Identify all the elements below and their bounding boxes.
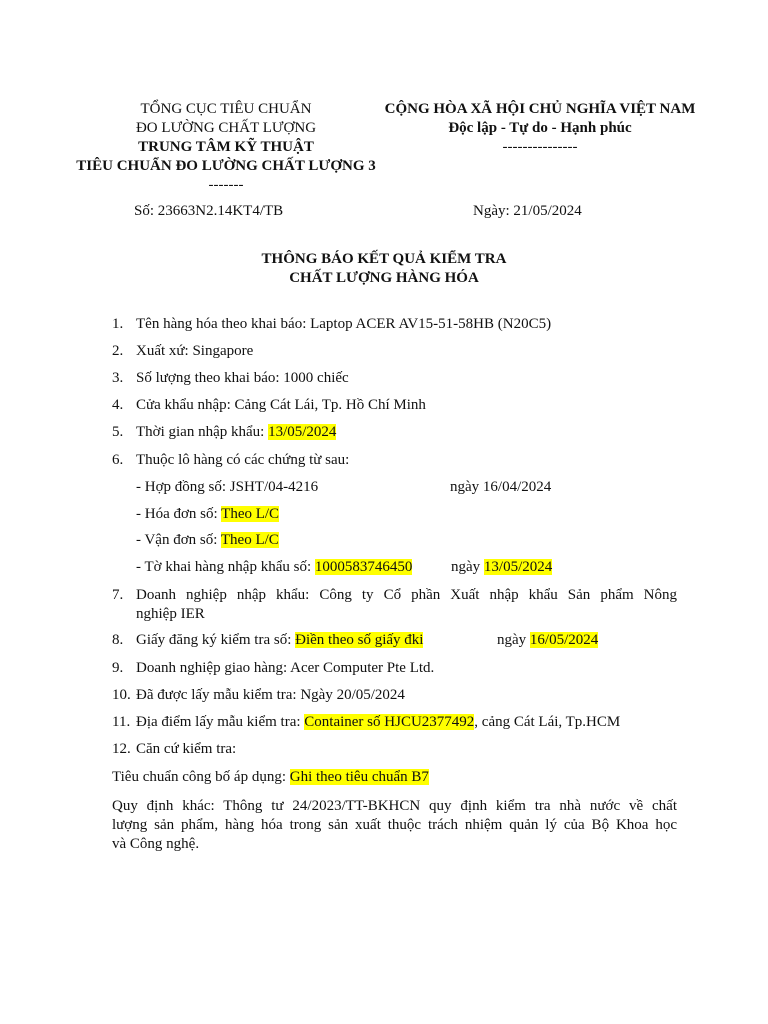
national-divider: ---------------: [502, 139, 578, 155]
applied-standard-value: Ghi theo tiêu chuẩn B7: [289, 769, 429, 785]
item-number-1: 1.: [112, 316, 124, 332]
contract-date: ngày 16/04/2024: [450, 479, 552, 495]
registration-value: Điền theo số giấy đki: [295, 632, 424, 648]
item-sampling-location: [136, 714, 620, 731]
agency-line-2: ĐO LƯỜNG CHẤT LƯỢNG: [135, 120, 317, 136]
declaration-value: 1000583746450: [314, 559, 413, 575]
national-header: [355, 100, 725, 157]
item-quantity: Số lượng theo khai báo: 1000 chiếc: [136, 370, 349, 386]
item-origin: Xuất xứ: Singapore: [136, 343, 254, 359]
declaration-date: [451, 559, 552, 576]
applied-standard-label: Tiêu chuẩn công bố áp dụng:: [112, 769, 290, 785]
applied-standard: [112, 769, 429, 786]
item-number-12: 12.: [112, 741, 131, 757]
item-sampling-date: Đã được lấy mẫu kiểm tra: Ngày 20/05/2024: [136, 687, 405, 703]
item-number-6: 6.: [112, 452, 124, 468]
importer-line-2: nghiệp IER: [136, 606, 205, 622]
item-goods-name: Tên hàng hóa theo khai báo: Laptop ACER AV15-51-58HB (N20C5): [136, 316, 552, 332]
item-inspection-basis: Căn cứ kiểm tra:: [136, 741, 237, 757]
regulation-line-3: và Công nghệ.: [112, 836, 200, 852]
document-number: Số: 23663N2.14KT4/TB: [134, 203, 284, 219]
document-title: [0, 250, 768, 288]
sampling-location-value: Container số HJCU2377492: [304, 714, 475, 730]
invoice-label: - Hóa đơn số:: [136, 506, 222, 522]
agency-line-1: TỔNG CỤC TIÊU CHUẨN: [140, 101, 312, 117]
registration-date-value: 16/05/2024: [529, 632, 599, 648]
title-line-2: CHẤT LƯỢNG HÀNG HÓA: [289, 270, 479, 286]
item-number-7: 7.: [112, 587, 124, 603]
bill-label: - Vận đơn số:: [136, 532, 221, 548]
item-number-10: 10.: [112, 687, 131, 703]
importer-line-1: Doanh nghiệp nhập khẩu: Công ty Cổ phần Xuất nhập khẩu Sản phẩm Nông: [136, 587, 677, 603]
import-time-value: 13/05/2024: [268, 424, 337, 440]
declaration-date-value: 13/05/2024: [483, 559, 553, 575]
document-date: Ngày: 21/05/2024: [473, 203, 582, 219]
agency-divider: -------: [208, 177, 244, 193]
item-number-3: 3.: [112, 370, 124, 386]
item-documents: Thuộc lô hàng có các chứng từ sau:: [136, 452, 350, 468]
item-number-4: 4.: [112, 397, 124, 413]
registration-date-label: ngày: [497, 632, 530, 648]
agency-line-4: TIÊU CHUẨN ĐO LƯỜNG CHẤT LƯỢNG 3: [76, 158, 376, 174]
registration-line: [136, 632, 423, 649]
item-number-8: 8.: [112, 632, 124, 648]
item-import-time: [136, 424, 336, 441]
declaration-label: - Tờ khai hàng nhập khẩu số:: [136, 559, 315, 575]
item-number-9: 9.: [112, 660, 124, 676]
registration-date: [497, 632, 598, 649]
declaration-line: [136, 559, 412, 576]
regulation-line-1: Quy định khác: Thông tư 24/2023/TT-BKHCN quy định kiểm tra nhà nước về chất: [112, 798, 677, 814]
regulation-line-2: lượng sản phẩm, hàng hóa trong sản xuất thuộc trách nhiệm quản lý của Bộ Khoa học: [112, 817, 677, 833]
contract-line: - Hợp đồng số: JSHT/04-4216: [136, 479, 319, 495]
bill-value: Theo L/C: [220, 532, 279, 548]
regulation-paragraph: [112, 797, 677, 854]
import-time-label: Thời gian nhập khẩu:: [136, 424, 269, 440]
bill-of-lading-line: [136, 532, 279, 549]
item-delivery-company: Doanh nghiệp giao hàng: Acer Computer Pte Ltd.: [136, 660, 435, 676]
national-motto: Độc lập - Tự do - Hạnh phúc: [448, 120, 632, 136]
item-number-2: 2.: [112, 343, 124, 359]
agency-line-3: TRUNG TÂM KỸ THUẬT: [138, 139, 314, 155]
declaration-date-label: ngày: [451, 559, 484, 575]
item-number-5: 5.: [112, 424, 124, 440]
sampling-location-label: Địa điểm lấy mẫu kiểm tra:: [136, 714, 305, 730]
item-port: Cửa khẩu nhập: Cảng Cát Lái, Tp. Hồ Chí Minh: [136, 397, 426, 413]
title-line-1: THÔNG BÁO KẾT QUẢ KIỂM TRA: [261, 251, 507, 267]
registration-label: Giấy đăng ký kiểm tra số:: [136, 632, 296, 648]
invoice-line: [136, 506, 279, 523]
item-number-11: 11.: [112, 714, 131, 730]
invoice-value: Theo L/C: [221, 506, 280, 522]
national-title: CỘNG HÒA XÃ HỘI CHỦ NGHĨA VIỆT NAM: [384, 101, 696, 117]
sampling-location-suffix: , cảng Cát Lái, Tp.HCM: [474, 714, 621, 730]
